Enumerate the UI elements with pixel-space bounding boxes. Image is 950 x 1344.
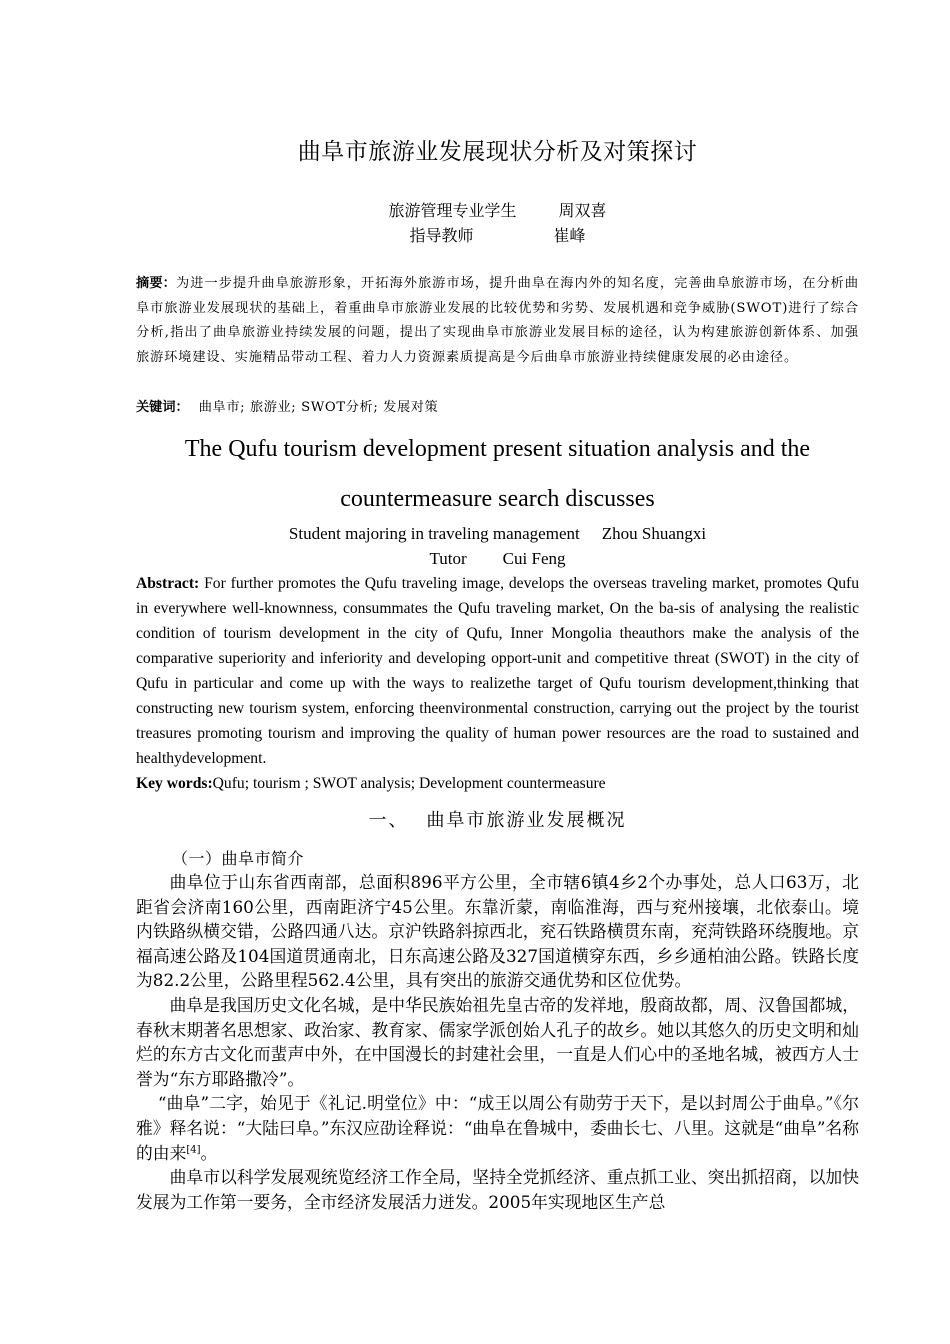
tutor-name: 崔峰 — [553, 226, 586, 245]
paragraph: 曲阜市以科学发展观统览经济工作全局，坚持全党抓经济、重点抓工业、突出抓招商，以加快发展为工作第一要务，全市经济发展活力迸发。2005年实现地区生产总 — [136, 1167, 859, 1212]
section-heading — [136, 806, 859, 832]
keywords-en-text: Qufu; tourism ; SWOT analysis; Development countermeasure — [212, 775, 606, 792]
student-role-en: Student majoring in traveling management — [288, 524, 580, 543]
student-name: 周双喜 — [558, 201, 607, 220]
section-number: 一、 — [368, 810, 409, 831]
body-text — [136, 870, 859, 1214]
abstract-cn-label: 摘要： — [136, 276, 176, 291]
english-title-line1: The Qufu tourism development present situation analysis and the — [184, 436, 811, 462]
citation-marker[interactable]: [4] — [186, 1143, 201, 1155]
keywords-cn-label: 关键词： — [136, 400, 189, 415]
english-title-line2: countermeasure search discusses — [340, 486, 655, 512]
page-title: 曲阜市旅游业发展现状分析及对策探讨 — [297, 139, 698, 165]
author-block-cn — [136, 198, 859, 248]
paragraph-text: “曲阜”二字，始见于《礼记.明堂位》中：“成王以周公有勋劳于天下，是以封周公于曲阜。”《尔雅》释名说：“大陆曰阜。”东汉应劭诠释说：“曲阜在鲁城中，委曲长七、八里。这就是“曲阜”名称的由来 — [136, 1093, 859, 1163]
author-block-en — [136, 521, 859, 571]
abstract-en-text: For further promotes the Qufu traveling image, develops the overseas traveling market, promotes Qufu in everywhere well-knownness, consummates the Qufu traveling market, On the ba-sis of analysing the realistic condition of tourism development in the city of Qufu, Inner Mongolia theauthors make the analysis of the comparative superiority and inferiority and developing opport-unit and competitive threat (SWOT) in the city of Qufu in particular and come up with the ways to realizethe target of Qufu tourism development,thinking that constructing new tourism system, enforcing theenvironmental construction, carrying out the project by the tourist treasures promoting tourism and improving the quality of human power resources are the road to sustained and healthydevelopment. — [136, 575, 859, 767]
student-role: 旅游管理专业学生 — [388, 201, 517, 220]
paragraph — [136, 1091, 859, 1165]
tutor-role-en: Tutor — [429, 549, 467, 568]
keywords-cn — [136, 397, 859, 419]
keywords-en — [136, 771, 859, 796]
paragraph-end: 。 — [200, 1142, 218, 1163]
keywords-cn-text: 曲阜市; 旅游业; SWOT分析; 发展对策 — [198, 400, 439, 415]
abstract-en — [136, 571, 859, 771]
abstract-en-label: Abstract: — [136, 575, 200, 592]
english-title — [136, 424, 859, 524]
tutor-role: 指导教师 — [409, 226, 474, 245]
student-name-en: Zhou Shuangxi — [601, 524, 707, 543]
paragraph: 曲阜位于山东省西南部，总面积896平方公里，全市辖6镇4乡2个办事处，总人口63万，北距省会济南160公里，西南距济宁45公里。东靠沂蒙，南临淮海，西与兖州接壤，北依泰山。境内铁路纵横交错，公路四通八达。京沪铁路斜掠西北，兖石铁路横贯东南，兖菏铁路环绕腹地。京福高速公路及104国道贯通南北，日东高速公路及327国道横穿东西，乡乡通柏油公路。铁路长度为82.2公里，公路里程562.4公里，具有突出的旅游交通优势和区位优势。 — [136, 872, 859, 991]
tutor-name-en: Cui Feng — [502, 549, 566, 568]
abstract-cn — [136, 272, 859, 370]
section-title: 曲阜市旅游业发展概况 — [426, 810, 627, 831]
abstract-cn-text: 为进一步提升曲阜旅游形象，开拓海外旅游市场，提升曲阜在海内外的知名度，完善曲阜旅游市场，在分析曲阜市旅游业发展现状的基础上，着重曲阜市旅游业发展的比较优势和劣势、发展机遇和竞争威胁(SWOT)进行了综合分析,指出了曲阜旅游业持续发展的问题，提出了实现曲阜市旅游业发展目标的途径，认为构建旅游创新体系、加强旅游环境建设、实施精品带动工程、着力人力资源素质提高是今后曲阜市旅游业持续健康发展的必由途径。 — [136, 276, 859, 365]
subsection-heading: （一）曲阜市简介 — [172, 849, 305, 868]
paragraph: 曲阜是我国历史文化名城，是中华民族始祖先皇古帝的发祥地，殷商故都，周、汉鲁国都城，春秋末期著名思想家、政治家、教育家、儒家学派创始人孔子的故乡。她以其悠久的历史文明和灿烂的东方古文化而蜚声中外，在中国漫长的封建社会里，一直是人们心中的圣地名城，被西方人士誉为“东方耶路撒冷”。 — [136, 994, 859, 1089]
keywords-en-label: Key words: — [136, 775, 213, 792]
